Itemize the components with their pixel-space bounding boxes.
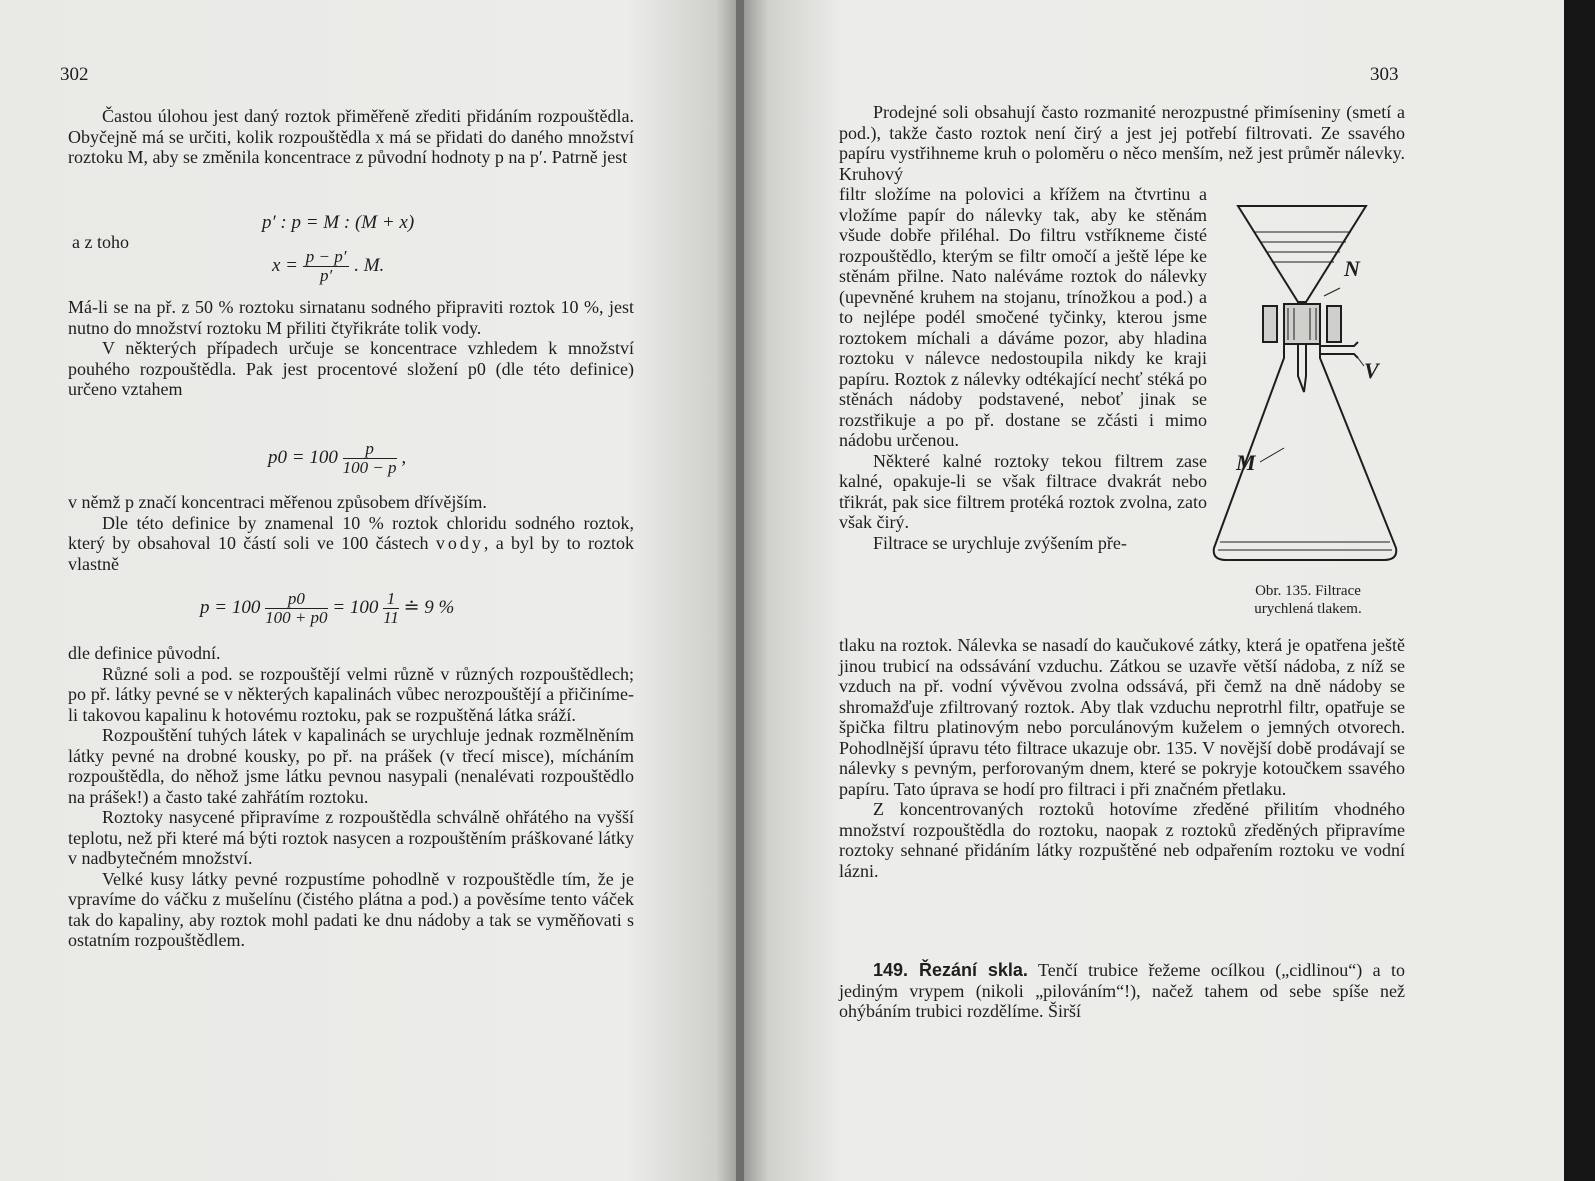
paragraph: Některé kalné roztoky tekou filtrem zase kalné, opakuje-li se však filtrace dvakrát nebo třikrát, pak sice filtrem protéká roztok zvolna, zato však čirý. <box>839 450 1207 532</box>
fraction <box>303 248 350 285</box>
paragraph <box>839 960 1405 1022</box>
page-number-right: 303 <box>1370 64 1399 85</box>
left-page <box>0 0 738 1181</box>
formula-part: ≐ 9 % <box>403 596 455 618</box>
fraction-denominator: 100 − p <box>342 458 397 477</box>
figure-drawing <box>1214 206 1397 560</box>
fraction-denominator: 100 + p0 <box>265 608 328 627</box>
text-run: Dle této definice by znamenal 10 % roztok chloridu sodného roztok, který by obsahoval 10 částí soli ve 100 částech <box>68 512 634 553</box>
paragraph: Z koncentrovaných roztoků hotovíme zředěné přilitím vhodného množství rozpouštědla do roztoku, naopak z roztoků zředěných připravíme roztoky sehnané přidáním látky rozpuštěné neb odpařením roztoku ve vodní lázni. <box>839 799 1405 881</box>
formula-part: p = 100 <box>200 596 261 618</box>
fraction-numerator: 1 <box>383 590 399 609</box>
formula-p <box>200 590 454 627</box>
page-number-left: 302 <box>60 64 89 85</box>
left-text-block-1 <box>68 106 634 168</box>
figure-label-v: V <box>1364 358 1379 383</box>
formula-p0 <box>268 440 406 477</box>
fraction <box>343 440 397 477</box>
figure-filtration-apparatus <box>1206 196 1406 586</box>
paragraph: filtr složíme na polovici a křížem na čtvrtinu a vložíme papír do nálevky tak, aby ke stěnám všude dobře přiléhal. Do filtru vstříkneme čisté rozpouštědlo, kterým se filtr omočí a ještě lépe ke stěnám přilne. Nato naléváme roztok do nálevky (upevněné kruhem na stojanu, trínožkou a pod.) a to nejlépe podél smočené tyčinky, kterou jsme roztokem míchali a dáváme pozor, aby hladina roztoku v nálevce nedostoupila nikdy ke kraji papíru. Roztok z nálevky odtékající nechť stéká po stěnách nádoby podstavené, neboť jinak se rozstřikuje a po př. dostane se zčásti i mimo nádobu určenou. <box>839 184 1207 450</box>
paragraph: tlaku na roztok. Nálevka se nasadí do kaučukové zátky, která je opatřena ještě jinou trubicí na odssávání vzduchu. Zátkou se uzavře větší nádoba, z níž se vzduch na př. vodní vývěvou zvolna odssává, při čemž na dně nádoby se shromažďuje zfiltrovaný roztok. Aby tlak vzduchu neprotrhl filtr, opatřuje se špička filtru platinovým nebo porculánovým kuželem o jemných otvorech. Pohodlnější úpravu této filtrace ukazuje obr. 135. V novější době prodávají se nálevky s pevným, perforovaným dnem, které se pokryje kotoučkem ssavého papíru. Tato úprava se hodí pro filtraci i při značném přetlaku. <box>839 635 1405 799</box>
spaced-word: vody <box>435 533 484 553</box>
paragraph: Má-li se na př. z 50 % roztoku sirnatanu sodného připraviti roztok 10 %, jest nutno do množství roztoku M přiliti čtyřikráte tolik vody. <box>68 297 634 338</box>
right-text-block-1 <box>839 102 1405 184</box>
caption-line: urychlená tlakem. <box>1254 601 1362 617</box>
right-text-block-2 <box>839 635 1405 881</box>
left-text-block-3 <box>68 492 634 574</box>
paragraph: Prodejné soli obsahují často rozmanité nerozpustné přimíseniny (smetí a pod.), takže často roztok není čirý a jest jej potřebí filtrovati. Ze ssavého papíru vystřihneme kruh o poloměru o něco menším, než jest průměr nálevky. Kruhový <box>839 102 1405 184</box>
formula-part: . M. <box>354 254 385 276</box>
fraction-numerator: p0 <box>265 590 327 609</box>
fraction <box>383 590 399 627</box>
paragraph: V některých případech určuje se koncentrace vzhledem k množství pouhého rozpouštědla. Pak jest procentové složení p0 (dle této definice) určeno vztahem <box>68 338 634 399</box>
formula-part: x = <box>272 254 299 276</box>
side-arm-tube <box>1320 342 1358 358</box>
fraction-numerator: p − p′ <box>303 248 350 267</box>
label-and-from-this: a z toho <box>72 232 129 252</box>
left-text-block-4 <box>68 643 634 951</box>
right-text-wrap <box>839 184 1207 553</box>
fraction-numerator: p <box>343 440 397 459</box>
formula-part: = 100 <box>332 596 379 618</box>
flask-liquid <box>1218 542 1392 550</box>
clamp-left <box>1263 306 1277 342</box>
fraction-denominator: p′ <box>320 266 333 285</box>
paragraph: Velké kusy látky pevné rozpustíme pohodlně v rozpouštědle tím, že je vpravíme do váčku z mušelínu (čistého plátna a pod.) a pověsíme tento váček tak do kapaliny, aby roztok mohl padati ke dnu nádoby a tak se vyměňovati s ostatním rozpouštědlem. <box>68 868 634 950</box>
left-text-block-2 <box>68 297 634 400</box>
clamp-right <box>1327 306 1341 342</box>
paragraph: v němž p značí koncentraci měřenou způsobem dřívějším. <box>68 492 487 512</box>
paragraph: dle definice původní. <box>68 643 221 663</box>
text-run: Tenčí trubice řežeme ocílkou („cidlinou“) a to jediným vrypem (nikoli „pilováním“!), načež tahem od sebe spíše než ohýbáním trubici rozdělíme. Širší <box>839 960 1405 1021</box>
formula-proportion: p′ : p = M : (M + x) <box>262 212 415 233</box>
paragraph: Roztoky nasycené připravíme z rozpouštědla schválně ohřátého na vyšší teplotu, než při které má býti roztok nasycen a rozpouštěním práškované látky v nadbytečném množství. <box>68 807 634 868</box>
paragraph: Různé soli a pod. se rozpouštějí velmi různě v různých rozpouštědlech; po př. látky pevné se v některých kapalinách vůbec nerozpouštějí a přičiníme-li takovou kapalinu k hotovému roztoku, pak se rozpuštěná látka sráží. <box>68 663 634 725</box>
figure-caption <box>1212 582 1404 618</box>
funnel-liquid <box>1254 232 1351 262</box>
formula-part: , <box>401 446 407 468</box>
funnel-outline <box>1238 206 1366 302</box>
figure-label-n: N <box>1344 256 1360 281</box>
section-149 <box>839 960 1405 1022</box>
paragraph: Rozpouštění tuhých látek v kapalinách se urychluje jednak rozmělněním látky pevné na drobné kousky, po př. na prášek (v třecí misce), mícháním rozpouštědla, do něhož jsme látku pevnou nasypali (nenalévati rozpouštědlo na prášek!) a často také zahřátím roztoku. <box>68 725 634 807</box>
section-heading: 149. Řezání skla. <box>873 960 1028 980</box>
fraction <box>265 590 327 627</box>
paragraph <box>68 513 634 575</box>
right-page <box>744 0 1564 1181</box>
rubber-stopper <box>1284 304 1320 344</box>
text-run: , a byl by to roztok vlastně <box>68 533 634 574</box>
formula-x <box>272 248 384 285</box>
fraction-denominator: 11 <box>383 608 399 627</box>
paragraph: Častou úlohou jest daný roztok přiměřeně zřediti přidáním rozpouštědla. Obyčejně má se určiti, kolik rozpouštědla x má se přidati do daného množství roztoku M, aby se změnila koncentrace z původní hodnoty p na p′. Patrně jest <box>68 106 634 167</box>
caption-line: Obr. 135. Filtrace <box>1255 583 1361 599</box>
figure-label-m: M <box>1236 450 1256 475</box>
paragraph: Filtrace se urychluje zvýšením pře- <box>873 532 1127 553</box>
formula-part: p0 = 100 <box>268 446 338 468</box>
background-edge <box>1564 0 1595 1181</box>
